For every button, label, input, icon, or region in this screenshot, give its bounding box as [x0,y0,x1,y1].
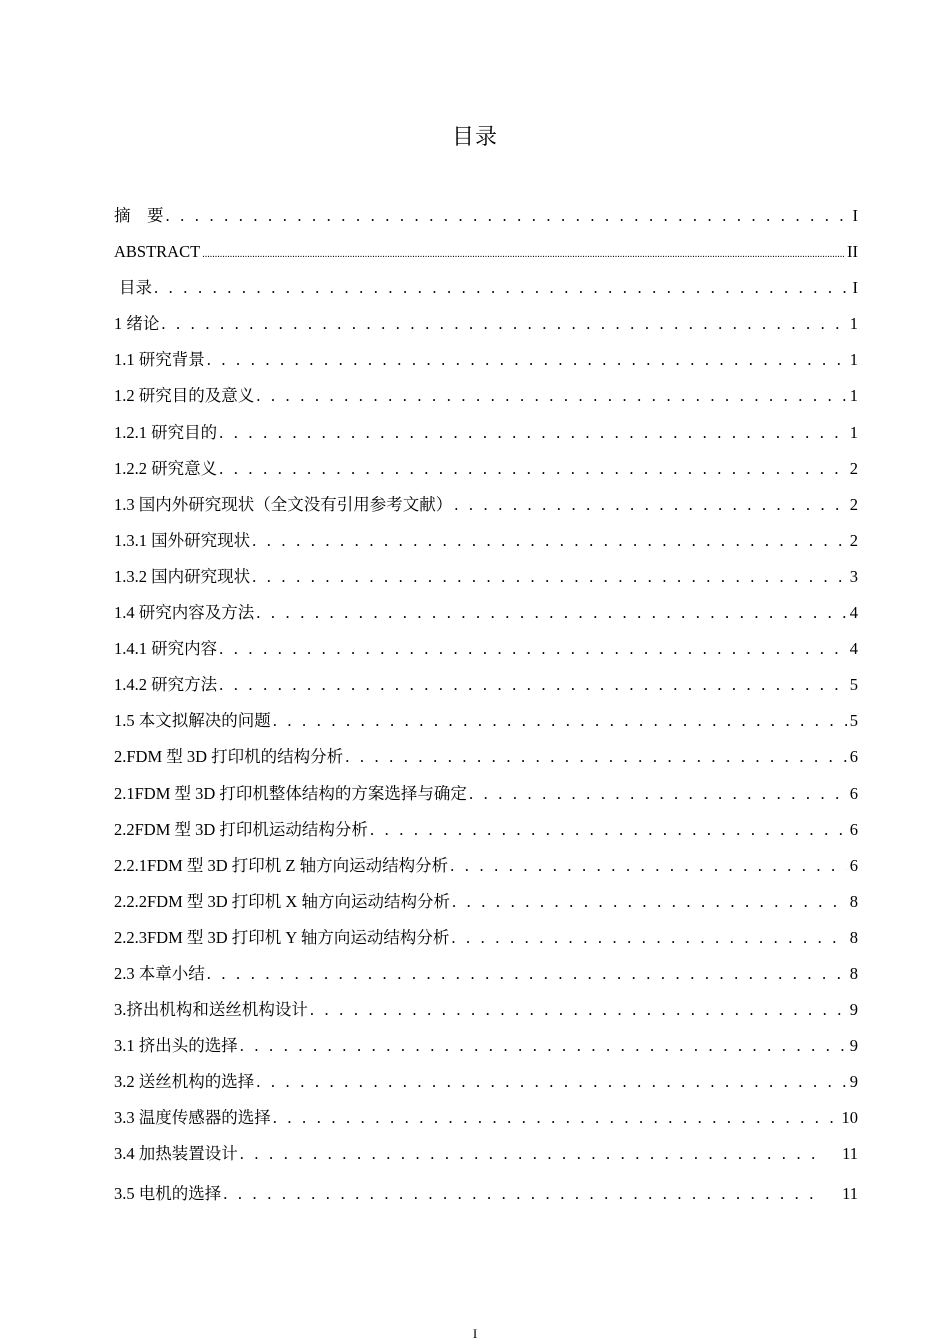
toc-entry-title: 2.FDM 型 3D 打印机的结构分析 [114,747,344,767]
toc-dot-leader [240,1028,847,1064]
toc-entry-page: 6 [849,819,858,839]
toc-dot-leader [451,920,846,956]
toc-entry-page: I [852,278,858,298]
toc-entry-title: 2.2FDM 型 3D 打印机运动结构分析 [114,819,368,839]
toc-entry-title: 1.2 研究目的及意义 [114,386,255,406]
toc-entry-page: 1 [849,386,858,406]
toc-entry-page: 2 [849,530,858,550]
toc-entry-1-3-2[interactable] [114,559,858,595]
toc-entry-1-3[interactable] [114,487,858,523]
toc-entry-3-5[interactable] [114,1176,858,1212]
toc-entry-title: 1.4.2 研究方法 [114,675,218,695]
toc-dot-leader [166,198,850,234]
toc-entry-page: 6 [849,747,858,767]
toc-entry-1-4-2[interactable] [114,667,858,703]
toc-entry-page: 1 [849,422,858,442]
toc-entry-title: 3.挤出机构和送丝机构设计 [114,1000,308,1020]
toc-dot-leader [256,378,847,414]
toc-entry-1-4-1[interactable] [114,631,858,667]
toc-entry-title: 1 绪论 [114,314,160,334]
toc-entry-title: 2.3 本章小结 [114,963,205,983]
toc-entry-page: 9 [849,1000,858,1020]
toc-entry-2-3[interactable] [114,956,858,992]
toc-entry-title: 3.4 加热装置设计 [114,1144,238,1164]
toc-entry-page: 10 [841,1108,858,1128]
toc-entry-page: 8 [849,927,858,947]
toc-entry-title: 1.4.1 研究内容 [114,639,218,659]
toc-entry-3[interactable] [114,992,858,1028]
toc-entry-title: 2.2.2FDM 型 3D 打印机 X 轴方向运动结构分析 [114,891,450,911]
toc-dot-leader [202,237,844,273]
toc-entry-title: 1.4 研究内容及方法 [114,603,255,623]
toc-entry-page: 4 [849,639,858,659]
toc-dot-leader [154,270,850,306]
toc-entry-page: 11 [842,1144,858,1164]
toc-entry-title: 1.5 本文拟解决的问题 [114,711,271,731]
toc-entry-2-1[interactable] [114,776,858,812]
toc-dot-leader [273,1100,839,1136]
toc-entry-1-3-1[interactable] [114,523,858,559]
toc-dot-leader [223,1176,825,1212]
toc-entry-page: 9 [849,1072,858,1092]
toc-entry-title: 目录 [119,278,152,298]
toc-entry-2-2-3[interactable] [114,920,858,956]
toc-entry-title: 1.3 国内外研究现状（全文没有引用参考文献） [114,494,453,514]
toc-dot-leader [219,415,847,451]
toc-dot-leader [310,992,847,1028]
toc-entry-2-2-1[interactable] [114,848,858,884]
toc-entry-title: 3.3 温度传感器的选择 [114,1108,271,1128]
toc-entry-page: 5 [849,711,858,731]
toc-dot-leader [256,1064,847,1100]
toc-entry-page: 8 [849,963,858,983]
toc-entry-page: 6 [849,855,858,875]
toc-entry-page: 9 [849,1036,858,1056]
toc-entry-title: 3.5 电机的选择 [114,1183,222,1203]
toc-dot-leader [161,306,846,342]
toc-entry-page: 11 [842,1183,858,1203]
toc-dot-leader [256,595,847,631]
toc-entry-3-4[interactable] [114,1136,858,1172]
toc-entry-page: 8 [849,891,858,911]
toc-dot-leader [469,776,847,812]
toc-entry-1-5[interactable] [114,703,858,739]
toc-entry-title: 3.1 挤出头的选择 [114,1036,238,1056]
toc-entry-title: 摘 要 [114,206,164,225]
toc-entry-1-4[interactable] [114,595,858,631]
toc-entry-title: 1.2.1 研究目的 [114,422,218,442]
toc-entry-2-2-2[interactable] [114,884,858,920]
toc-entry-1-2-1[interactable] [114,415,858,451]
toc-entry-page: 4 [849,603,858,623]
toc-entry-page: I [852,206,858,225]
page-title: 目录 [451,125,498,150]
toc-dot-leader [219,667,847,703]
toc-dot-leader [370,812,847,848]
toc-dot-leader [252,523,847,559]
toc-entry-title: 1.2.2 研究意义 [114,458,218,478]
toc-dot-leader [273,703,847,739]
toc-entry-page: 5 [849,675,858,695]
toc-dot-leader [240,1136,825,1172]
toc-entry-abstract-en[interactable] [114,234,858,270]
toc-entry-page: 1 [849,350,858,370]
toc-entry-page: 2 [849,458,858,478]
toc-dot-leader [345,739,847,775]
toc-entry-2[interactable] [114,739,858,775]
toc-entry-contents[interactable] [114,270,858,306]
toc-entry-title: 1.3.1 国外研究现状 [114,530,251,550]
toc-dot-leader [454,487,847,523]
toc-dot-leader [219,631,847,667]
toc-entry-2-2[interactable] [114,812,858,848]
toc-entry-page: 3 [849,566,858,586]
toc-entry-1-1[interactable] [114,342,858,378]
toc-entry-title: 2.2.1FDM 型 3D 打印机 Z 轴方向运动结构分析 [114,855,449,875]
page-number: I [472,1326,478,1341]
toc-entry-title: 3.2 送丝机构的选择 [114,1072,255,1092]
table-of-contents [114,198,858,1212]
toc-dot-leader [207,956,847,992]
toc-dot-leader [452,884,847,920]
toc-dot-leader [450,848,847,884]
toc-entry-title: 1.1 研究背景 [114,350,205,370]
toc-entry-page: II [847,242,858,262]
toc-entry-abstract-cn[interactable] [114,198,858,234]
toc-entry-page: 1 [849,314,858,334]
toc-entry-title: 1.3.2 国内研究现状 [114,566,251,586]
toc-dot-leader [219,451,847,487]
toc-entry-1-2[interactable] [114,378,858,414]
toc-entry-1-2-2[interactable] [114,451,858,487]
toc-entry-title: ABSTRACT [114,242,201,262]
toc-entry-3-2[interactable] [114,1064,858,1100]
toc-entry-title: 2.2.3FDM 型 3D 打印机 Y 轴方向运动结构分析 [114,927,450,947]
toc-entry-3-1[interactable] [114,1028,858,1064]
toc-entry-page: 6 [849,783,858,803]
toc-dot-leader [207,342,847,378]
toc-entry-title: 2.1FDM 型 3D 打印机整体结构的方案选择与确定 [114,783,467,803]
toc-entry-3-3[interactable] [114,1100,858,1136]
toc-entry-page: 2 [849,494,858,514]
toc-entry-1[interactable] [114,306,858,342]
toc-dot-leader [252,559,847,595]
